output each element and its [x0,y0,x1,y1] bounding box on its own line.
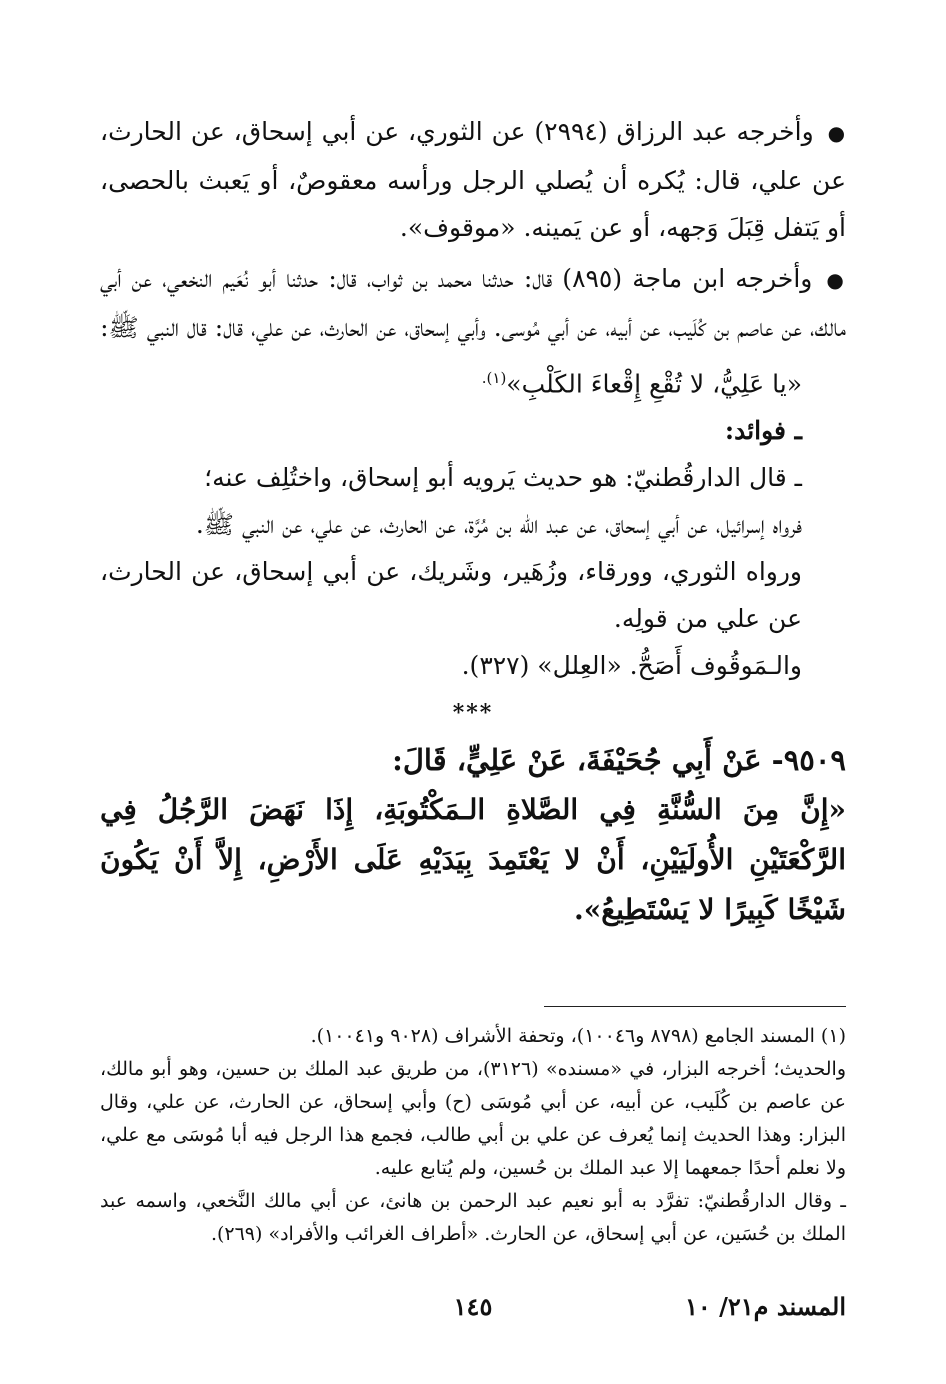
prophetic-quote: «يا عَلِيُّ، لا تُقْعِ إِقْعاءَ الكَلْبِ»$^{(١).}$ [481,369,802,399]
bullet-icon: ● [827,121,847,145]
bullet-icon: ● [826,268,847,292]
hadith-text: «إِنَّ مِنَ السُّنَّةِ فِي الصَّلاةِ الـمَكْتُوبَةِ، إِذَا نَهَضَ الرَّجُلُ فِي الرَّكْعَتَيْنِ الأُولَيَيْنِ، أَنْ لا يَعْتَمِدَ بِيَدَيْهِ عَلَى الأَرْضِ، إِلاَّ أَنْ يَكُونَ شَيْخًا كَبِيرًا لا يَسْتَطِيعُ». [100,793,846,927]
paragraph-ibn-majah: ●وأخرجه ابن ماجة (٨٩٥) قال: حدثنا محمد بن ثواب، قال: حدثنا أبو نُعَيم النخعي، عن أبي مالك، عن عاصم بن كُلَيب، عن أبيه، عن أبي مُوسى. وأبي إسحاق، عن الحارث، عن علي، قال: قال النبي ﷺ: [100,264,847,342]
page-number: ١٤٥ [453,1292,493,1321]
page-footer [100,1292,846,1332]
mawquf-conclusion: والـمَوقُوف أَصَحُّ. «العِلل» (٣٢٧). [461,651,802,681]
hadith-heading: ٩٥٠٩- عَنْ أَبِي جُحَيْفَةَ، عَنْ عَلِيٍّ، قَالَ: [392,743,846,778]
footnote-1: (١) المسند الجامع (٨٧٩٨ و١٠٠٤٦)، وتحفة الأشراف (٩٠٢٨ و١٠٠٤١). [310,1025,846,1047]
paragraph-abdurrazzaq: ●وأخرجه عبد الرزاق (٢٩٩٤) عن الثوري، عن أبي إسحاق، عن الحارث، عن علي، قال: يُكره أن يُصلي الرجل ورأسه معقوصٌ، أو يَعبث بالحصى، أو يَتفل قِبَلَ وَجهه، أو عن يَمينه. «موقوف». [100,117,847,242]
footnote-bazzar: والحديث؛ أخرجه البزار، في «مسنده» (٣١٢٦)، من طريق عبد الملك بن حسين، وهو أبو مالك، عن عاصم بن كُلَيب، عن أبيه، عن أبي مُوسَى (ح) وأبي إسحاق، عن الحارث، عن علي، وقال البزار: وهذا الحديث إنما يُعرف عن علي بن أبي طالب، فجمع هذا الرجل فيه أبا مُوسَى مع علي، ولا نعلم أحدًا جمعهما إلا عبد الملك بن حُسين، ولم يُتابع عليه. [100,1058,847,1179]
footnote-divider [544,1006,846,1007]
footnote-ref: (١). [481,369,507,387]
footnotes [100,1020,846,1251]
footnote-daraqutni: ـ وقال الدارقُطنيّ: تفرَّد به أبو نعيم عبد الرحمن بن هانئ، عن أبي مالك النَّخعي، واسمه عبد الملك بن حُسَين، عن أبي إسحاق، عن الحارث. «أطراف الغرائب والأفراد» (٢٦٩). [100,1190,846,1245]
fawaid-heading: ـ فوائد: [724,416,802,446]
daraqutni-statement: ـ قال الدارقُطنيّ: هو حديث يَرويه أبو إسحاق، واختُلِف عنه؛ [204,463,802,493]
section-separator: *** [452,700,494,727]
thawri-narration: ورواه الثوري، وورقاء، وزُهَير، وشَريك، عن أبي إسحاق، عن الحارث، عن علي من قولِه. [100,557,802,634]
volume-label: المسند م٢١/ ١٠ [684,1292,846,1321]
israil-narration: فرواه إسرائيل، عن أبي إسحاق، عن عبد الله بن مُرَّة، عن الحارث، عن علي، عن النبي ﷺ. [195,510,802,540]
main-text [100,108,846,935]
